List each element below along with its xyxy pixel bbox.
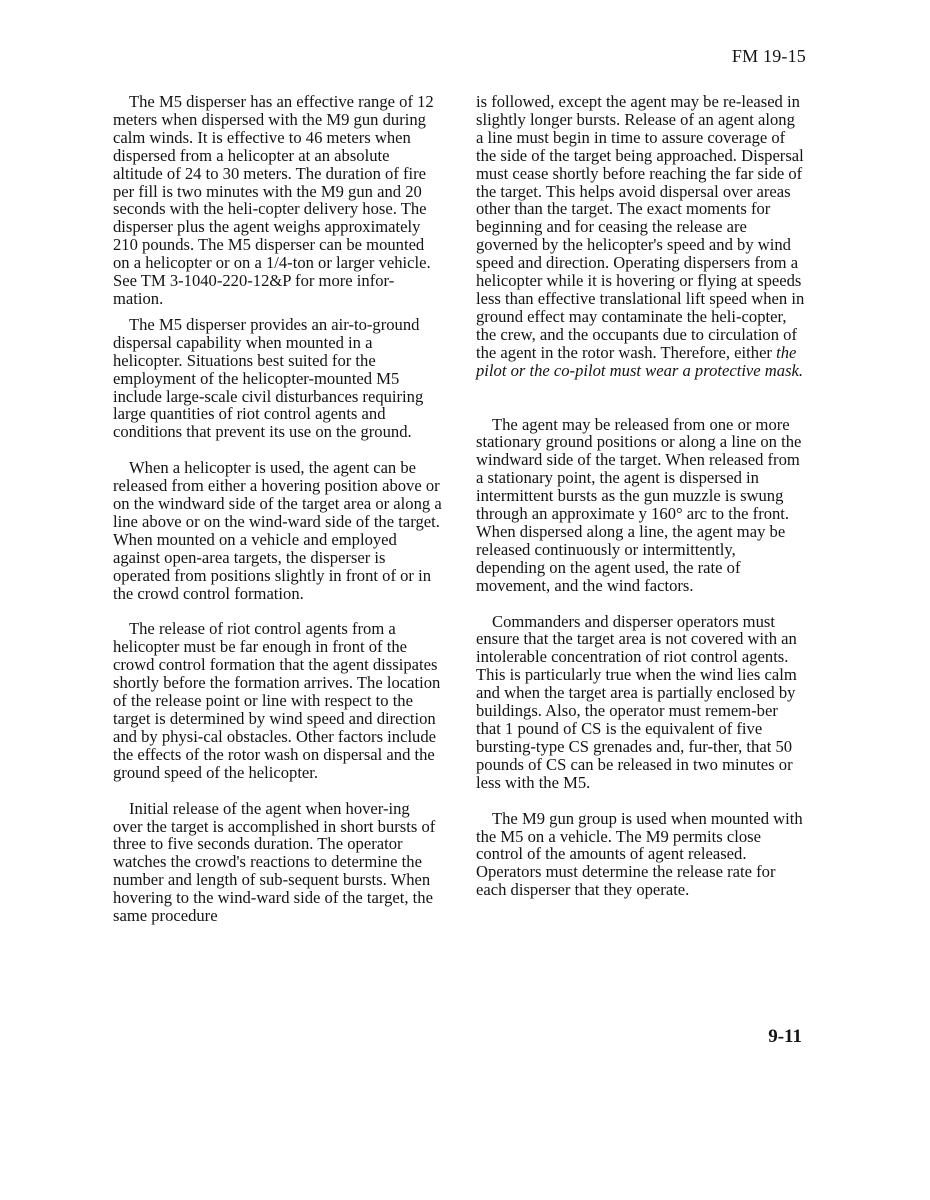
right-text-column <box>476 93 806 899</box>
paragraph-m9-gun-group: The M9 gun group is used when mounted with the M5 on a vehicle. The M9 permits close control of the amounts of agent released. Operators must determine the release rate for each disperser that they operate. <box>476 808 803 900</box>
paragraph-concentration-caution: Commanders and disperser operators must ensure that the target area is not covered with an intolerable concentration of riot control agents. This is particularly true when the wind lies calm and when the target area is partially enclosed by buildings. Also, the operator must remem-ber that 1 pound of CS is the equivalent of five bursting-type CS grenades and, fur-ther, that 50 pounds of CS can be released in two minutes or less with the M5. <box>476 611 797 792</box>
paragraph-release-distance: The release of riot control agents from a helicopter must be far enough in front of the crowd control formation that the agent dissipates shortly before the formation arrives. The location of the release point or line with respect to the target is determined by wind speed and direction and by physi-cal obstacles. Other factors include the effects of the rotor wash on dispersal and the ground speed of the helicopter. <box>113 619 441 782</box>
document-id-header: FM 19-15 <box>731 46 806 66</box>
left-text-column <box>113 93 443 925</box>
paragraph-helicopter-release: When a helicopter is used, the agent can be released from either a hovering position above or on the windward side of the target area or along a line above or on the wind-ward side of the target. When mounted on a vehicle and employed against open-area targets, the disperser is operated from positions slightly in front of or in the crowd control formation. <box>113 458 442 603</box>
paragraph-continued-procedure <box>476 93 806 380</box>
continued-text: is followed, except the agent may be re-leased in slightly longer bursts. Release of an agent along a line must begin in time to assure coverage of the side of the target being approached. Dispersal must cease shortly before reaching the far side of the target. This helps avoid dispersal over areas other than the target. The exact moments for beginning and for ceasing the release are governed by the helicopter's speed and by wind speed and direction. Operating dispersers from a helicopter while it is hovering or flying at speeds less than effective translational lift speed when in ground effect may contaminate the heli-copter, the crew, and the occupants due to circulation of the agent in the rotor wash. Therefore, either <box>476 92 805 362</box>
page-number-footer: 9-11 <box>768 1026 802 1047</box>
paragraph-m5-range: The M5 disperser has an effective range of 12 meters when dispersed with the M9 gun during calm winds. It is effective to 46 meters when dispersed from a helicopter at an absolute altitude of 24 to 30 meters. The duration of fire per fill is two minutes with the M9 gun and 20 seconds with the heli-copter delivery hose. The disperser plus the agent weighs approximately 210 pounds. The M5 disperser can be mounted on a helicopter or on a 1/4-ton or larger vehicle. See TM 3-1040-220-12&P for more infor-mation. <box>113 92 434 308</box>
paragraph-initial-release: Initial release of the agent when hover-ing over the target is accomplished in short bursts of three to five seconds duration. The operator watches the crowd's reactions to determine the number and length of sub-sequent bursts. When hovering to the wind-ward side of the target, the same procedure <box>113 798 436 926</box>
mask-warning-italic: the pilot or the co-pilot must wear a protective mask. <box>476 342 804 380</box>
paragraph-air-to-ground: The M5 disperser provides an air-to-ground dispersal capability when mounted in a helicopter. Situations best suited for the employment of the helicopter-mounted M5 include large-scale civil disturbances requiring large quantities of riot control agents and conditions that prevent its use on the ground. <box>113 314 424 442</box>
paragraph-stationary-release: The agent may be released from one or more stationary ground positions or along a line on the windward side of the target. When released from a stationary point, the agent is dispersed in intermittent bursts as the gun muzzle is swung through an approximate y 160° arc to the front. When dispersed along a line, the agent may be released continuously or intermittently, depending on the agent used, the rate of movement, and the wind factors. <box>476 414 802 595</box>
